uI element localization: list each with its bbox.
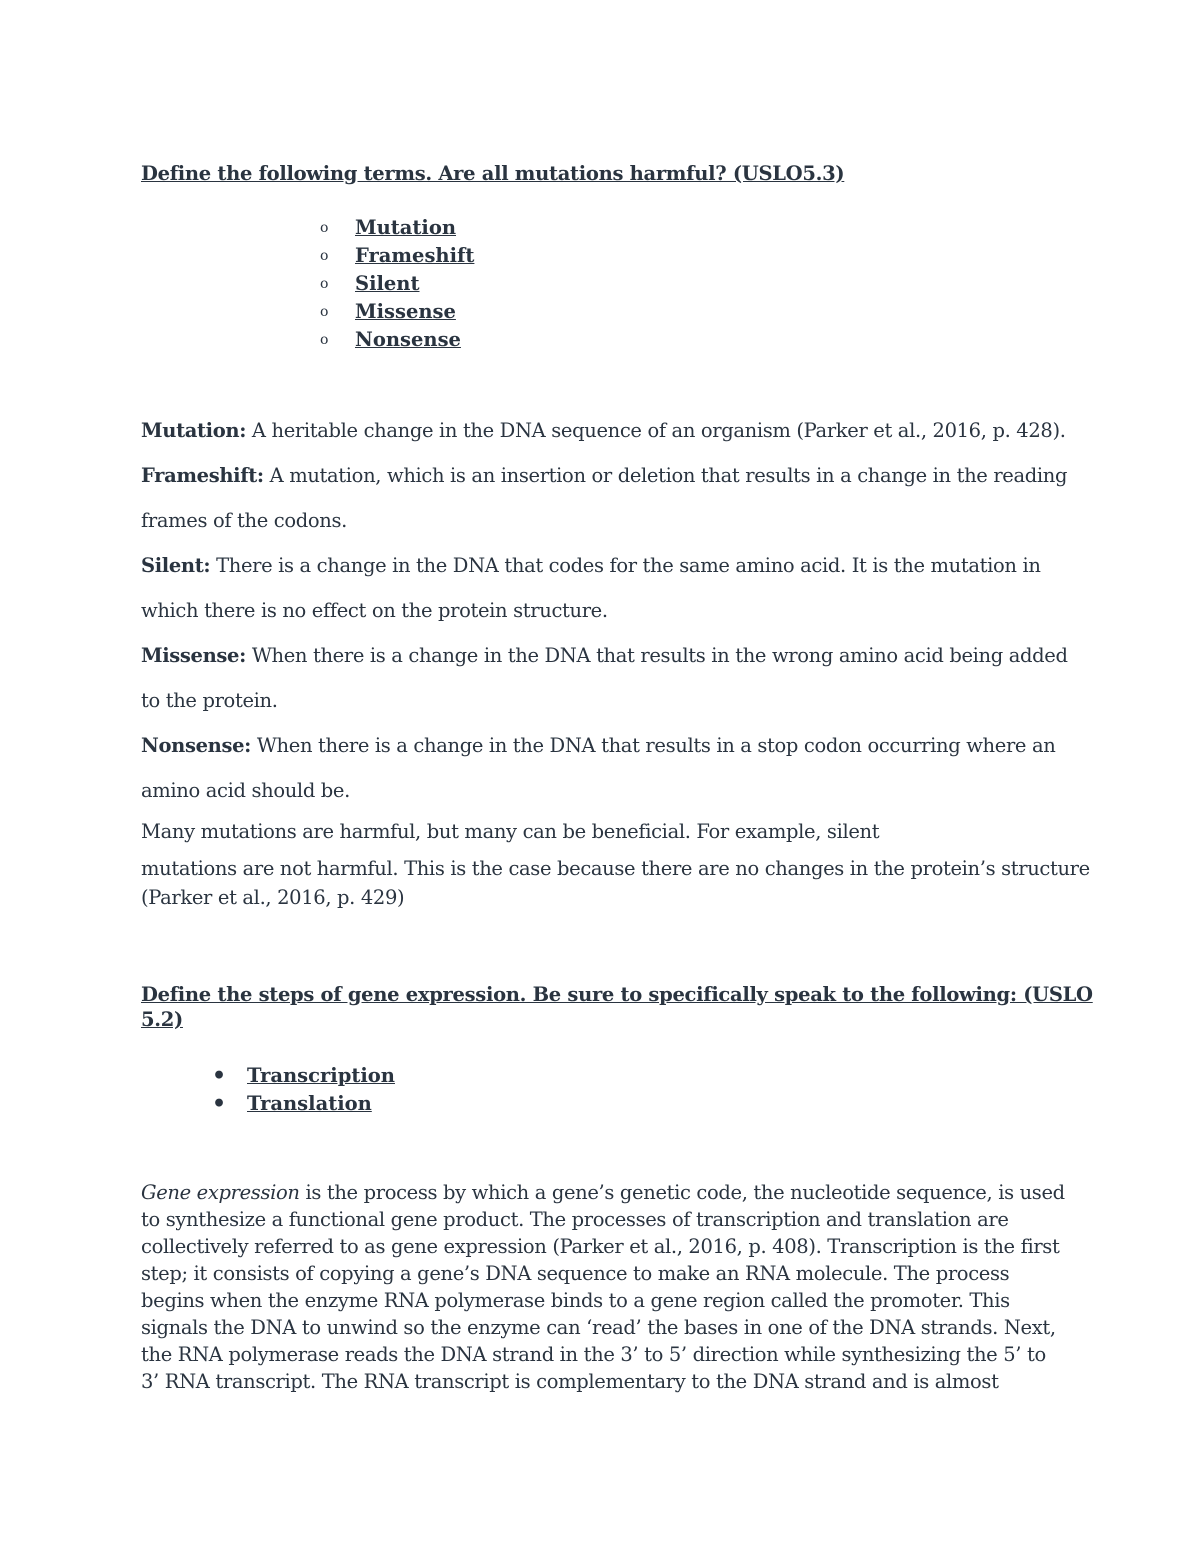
gene-expression-paragraph: Gene expression is the process by which a gene’s genetic code, the nucleotide sequence, is used to synthesize a functional gene product. The processes of transcription and translation are collectively referred to as gene expression (Parker et al., 2016, p. 408). Transcription is the first step; it consists of copying a gene’s DNA sequence to make an RNA molecule. The process begins when the enzyme RNA polymerase binds to a gene region called the promoter. This signals the DNA to unwind so the enzyme can ‘read’ the bases in one of the DNA strands. Next, the RNA polymerase reads the DNA strand in the 3’ to 5’ direction while synthesizing the 5’ to 3’ RNA transcript. The RNA transcript is complementary to the DNA strand and is almost bbox=[141, 1181, 1065, 1393]
list-item: o Silent bbox=[320, 270, 474, 298]
list-marker: o bbox=[320, 276, 329, 292]
terms-list bbox=[320, 214, 474, 354]
definition-mutation: Mutation: A heritable change in the DNA sequence of an organism (Parker et al., 2016, p. 428). bbox=[141, 419, 1066, 442]
definition-missense: Missense: When there is a change in the DNA that results in the wrong amino acid being added bbox=[141, 644, 1068, 667]
harmful-answer: Many mutations are harmful, but many can be beneficial. For example, silent mutations are not harmful. This is the case because there are no changes in the protein’s structure (Parker et al., 2016, p. 429) bbox=[141, 820, 1090, 909]
list-marker: o bbox=[320, 304, 329, 320]
list-item: o Missense bbox=[320, 298, 474, 326]
list-item: o Nonsense bbox=[320, 326, 474, 354]
list-marker: • bbox=[212, 1063, 227, 1089]
list-item: o Mutation bbox=[320, 214, 474, 242]
list-item: • Translation bbox=[212, 1091, 372, 1117]
gene-expression-list bbox=[212, 1062, 395, 1118]
section2-heading: Define the steps of gene expression. Be sure to specifically speak to the following: (USLO 5.2) bbox=[141, 983, 1093, 1031]
definitions-block: Mutation: A heritable change in the DNA sequence of an organism (Parker et al., 2016, p. 428). Frameshift: A mutation, which is an insertion or deletion that results in a change in the reading frames of the codons. Silent: There is a change in the DNA that codes for the same amino acid. It is the mutation in which there is no effect on the protein structure. Missense: When there is a change in the DNA that results in the wrong amino acid being added to the protein. Nonsense: When there is a change in the DNA that results in a stop codon occurring where an amino acid should be. bbox=[141, 408, 1068, 813]
list-marker: • bbox=[212, 1091, 227, 1117]
definition-silent: Silent: There is a change in the DNA that codes for the same amino acid. It is the mutation in bbox=[141, 554, 1041, 577]
list-item: • Transcription bbox=[212, 1063, 395, 1089]
list-marker: o bbox=[320, 220, 329, 236]
list-marker: o bbox=[320, 248, 329, 264]
list-marker: o bbox=[320, 332, 329, 348]
list-item: o Frameshift bbox=[320, 242, 474, 270]
definition-nonsense: Nonsense: When there is a change in the DNA that results in a stop codon occurring where an bbox=[141, 734, 1056, 757]
definition-frameshift: Frameshift: A mutation, which is an insertion or deletion that results in a change in the reading bbox=[141, 464, 1068, 487]
section1-heading: Define the following terms. Are all mutations harmful? (USLO5.3) bbox=[141, 162, 845, 185]
